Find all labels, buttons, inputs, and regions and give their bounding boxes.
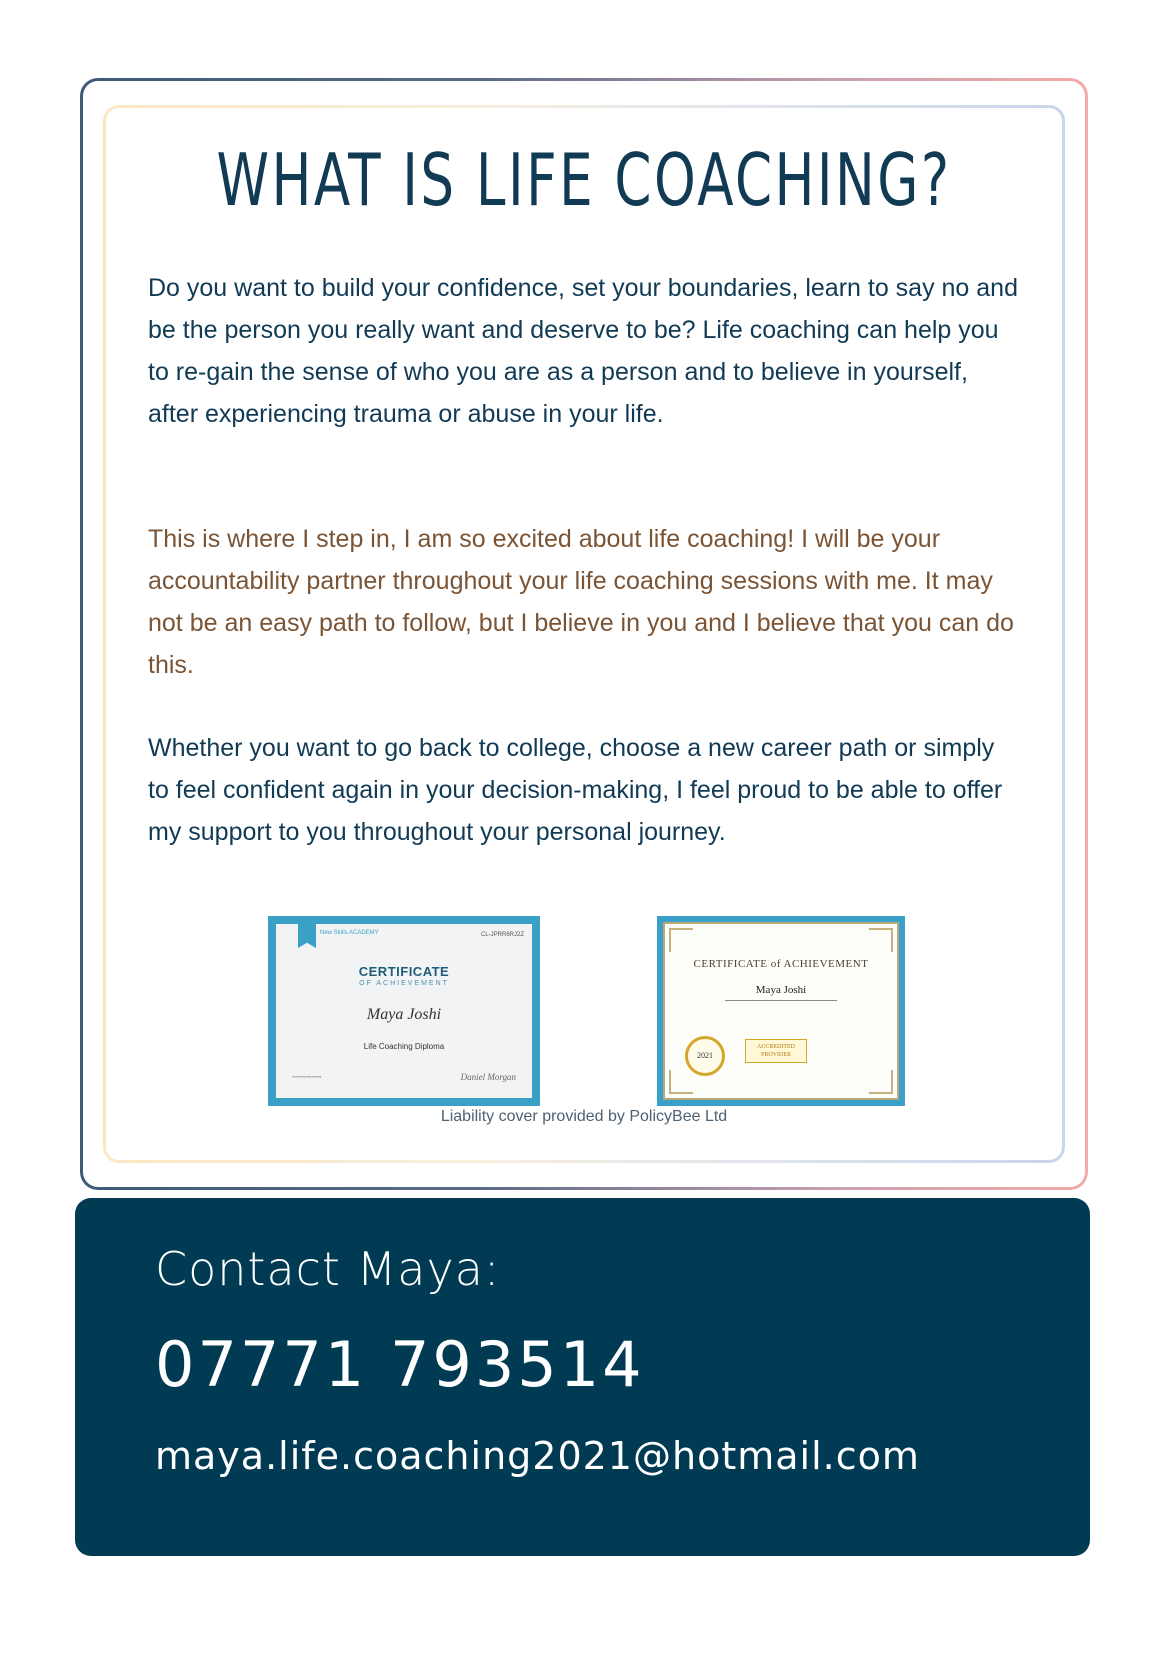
seal-icon: 2021 xyxy=(685,1036,725,1076)
contact-email[interactable]: maya.life.coaching2021@hotmail.com xyxy=(155,1434,920,1478)
certificate-paper xyxy=(276,924,532,1098)
academy-logo-icon xyxy=(298,924,316,948)
certificate-recipient: Maya Joshi xyxy=(366,1006,442,1023)
certificate-title: CERTIFICATE xyxy=(358,964,450,979)
corner-ornament xyxy=(669,928,693,952)
contact-panel xyxy=(75,1198,1090,1556)
contact-label: Contact Maya: xyxy=(155,1242,501,1296)
page-title: WHAT IS LIFE COACHING? xyxy=(216,138,952,222)
certificate-title: CERTIFICATE of ACHIEVEMENT xyxy=(693,958,869,970)
contact-phone[interactable]: 07771 793514 xyxy=(155,1328,645,1401)
paragraph-intro: Do you want to build your confidence, set your boundaries, learn to say no and be the person you really want and deserve to be? Life coaching can help you to re-gain the sense of who you are as a person and to believe in yourself, after experiencing trauma or abuse in your life. xyxy=(148,274,1018,428)
academy-brand: New Skills ACADEMY xyxy=(320,930,379,936)
liability-note: Liability cover provided by PolicyBee Ltd xyxy=(440,1108,728,1125)
accredited-badge: ACCREDITED PROVIDER xyxy=(745,1039,807,1063)
certificate-course: Life Coaching Diploma xyxy=(363,1042,445,1051)
corner-ornament xyxy=(869,1070,893,1094)
paragraph-support: Whether you want to go back to college, choose a new career path or simply to feel confident again in your decision-making, I feel proud to be able to offer my support to you throughout your personal journey. xyxy=(148,734,1003,846)
certificate-new-skills xyxy=(268,916,540,1106)
signature-left: ~~~~~~ xyxy=(292,1072,322,1082)
certificate-recipient: Maya Joshi xyxy=(755,984,807,996)
certificate-code: CL-JPRR6RJ2Z xyxy=(480,932,524,938)
paragraph-step-in: This is where I step in, I am so excited about life coaching! I will be your accountability partner throughout your life coaching sessions with me. It may not be an easy path to follow, but I believe in you and I believe that you can do this. xyxy=(148,525,1014,679)
certificate-subtitle: OF ACHIEVEMENT xyxy=(359,980,449,987)
certificate-achievement xyxy=(657,916,905,1106)
divider xyxy=(725,1000,837,1001)
signature-right: Daniel Morgan xyxy=(460,1072,516,1082)
corner-ornament xyxy=(869,928,893,952)
corner-ornament xyxy=(669,1070,693,1094)
certificate-paper xyxy=(663,922,899,1100)
